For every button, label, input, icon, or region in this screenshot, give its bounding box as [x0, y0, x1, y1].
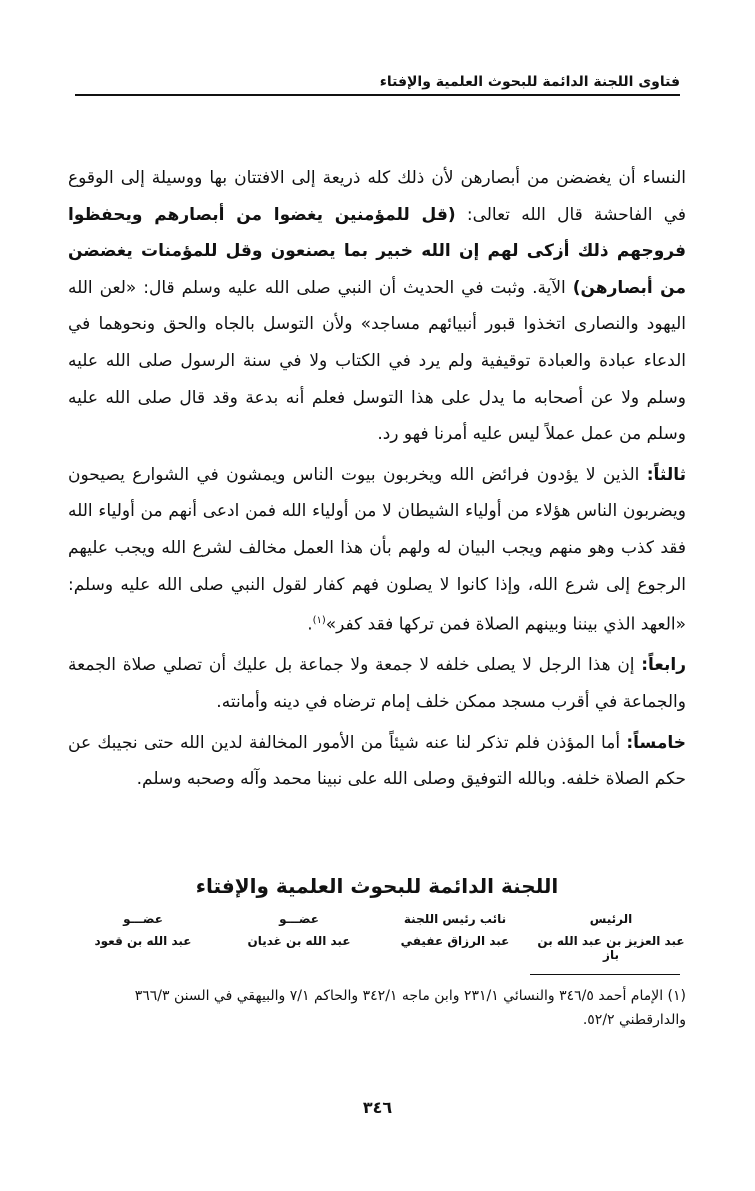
quran-verse: (قل للمؤمنين يغضوا من أبصارهم ويحفظوا فروجهم ذلك أزكى لهم إن الله خبير بما يصنعون وقل للمؤمنات يغضضن من أبصارهن)	[68, 204, 686, 298]
paragraph-2	[68, 457, 686, 644]
paragraph-1-text-b: الآية. وثبت في الحديث أن النبي صلى الله عليه وسلم قال: «لعن الله اليهود والنصارى اتخذوا قبور أنبيائهم مساجد» ولأن التوسل بالجاه والحق ونحوهما في الدعاء عبادة والعبادة توقيفية ولم يرد في الكتاب ولا في سنة الرسول صلى الله عليه وسلم ولا عن أصحابه ما يدل على هذا التوسل فعلم أنه بدعة وقد قال صلى الله عليه وسلم من عمل عملاً ليس عليه أمرنا فهو رد.	[68, 277, 686, 445]
member-vice-chairman	[380, 912, 530, 962]
footnote-divider	[530, 974, 680, 975]
member-name: عبد الرزاق عفيفي	[400, 934, 510, 948]
member-name: عبد الله بن غديان	[247, 934, 351, 948]
committee-title: اللجنة الدائمة للبحوث العلمية والإفتاء	[195, 874, 559, 898]
member-role: عضـــو	[279, 912, 319, 926]
footnote-reference: (١)	[312, 615, 326, 627]
paragraph-3-text: إن هذا الرجل لا يصلى خلفه لا جمعة ولا جماعة بل عليك أن تصلي صلاة الجمعة والجماعة في أقرب مسجد ممكن خلف إمام ترضاه في دينه وأمانته.	[68, 655, 686, 712]
committee-members	[68, 912, 686, 962]
running-header: فتاوى اللجنة الدائمة للبحوث العلمية والإفتاء	[75, 74, 680, 96]
fatwa-body	[68, 160, 686, 802]
member-name: عبد الله بن قعود	[94, 934, 192, 948]
member-role: نائب رئيس اللجنة	[403, 912, 507, 926]
paragraph-2-end: .	[307, 614, 313, 635]
paragraph-2-text: الذين لا يؤدون فرائض الله ويخربون بيوت الناس ويمشون في الشوارع يصيحون ويضربون الناس هؤلاء من أولياء الشيطان لا من أولياء الله فمن ادعى أنهم من أولياء الله فقد كذب وهو منهم ويجب البيان له ولهم بأن هذا العمل مخالف لشرع الله ويجب عليهم الرجوع إلى شرع الله، وإذا كانوا لا يصلون فهم كفار لقول النبي صلى الله عليه وسلم: «العهد الذي بيننا وبينهم الصلاة فمن تركها فقد كفر»	[68, 464, 686, 635]
member-name: عبد العزيز بن عبد الله بن باز	[537, 934, 685, 962]
member-qaood	[68, 912, 218, 962]
paragraph-1	[68, 160, 686, 453]
paragraph-3	[68, 647, 686, 720]
paragraph-1-text-a: النساء أن يغضضن من أبصارهن لأن ذلك كله ذريعة إلى الافتتان بها ووسيلة إلى الوقوع في الفاحشة قال الله تعالى:	[68, 168, 686, 225]
paragraph-4	[68, 725, 686, 798]
paragraph-4-text: أما المؤذن فلم تذكر لنا عنه شيئاً من الأمور المخالفة لدين الله حتى نجيبك عن حكم الصلاة خلفه. وبالله التوفيق وصلى الله على نبينا محمد وآله وصحبه وسلم.	[68, 732, 686, 790]
paragraph-2-lead: ثالثاً:	[646, 464, 686, 485]
member-role: عضـــو	[123, 912, 163, 926]
paragraph-3-lead: رابعاً:	[641, 655, 686, 676]
footnote: (١) الإمام أحمد ٣٤٦/٥ والنسائي ٢٣١/١ وابن ماجه ٣٤٢/١ والحاكم ٧/١ والبيهقي في السنن ٣٦٦/٣ والدارقطني ٥٢/٢.	[134, 988, 686, 1028]
page-number: ٣٤٦	[362, 1098, 393, 1117]
member-chairman	[536, 912, 686, 962]
member-role: الرئيس	[589, 912, 633, 926]
paragraph-4-lead: خامساً:	[626, 732, 686, 753]
member-ghudayan	[224, 912, 374, 962]
